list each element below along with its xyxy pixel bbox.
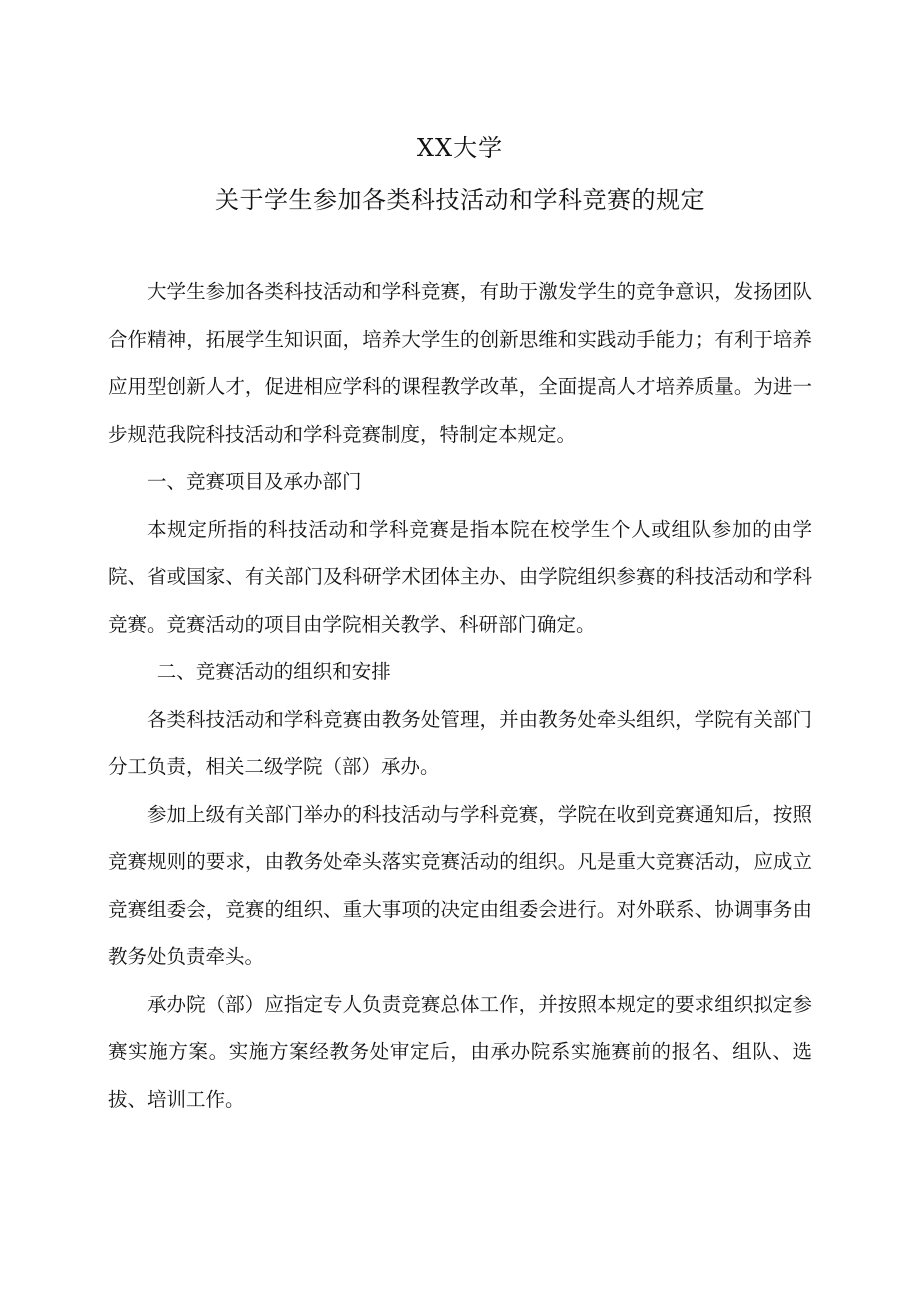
document-title: 关于学生参加各类科技活动和学科竞赛的规定 (215, 186, 705, 214)
section2-heading: 二、竞赛活动的组织和安排 (156, 660, 391, 683)
university-title: XX大学 (416, 134, 504, 162)
title-block (0, 128, 920, 220)
section2-paragraph-1: 各类科技活动和学科竞赛由教务处管理，并由教务处牵头组织，学院有关部门分工负责，相关二级学院（部）承办。 (108, 707, 812, 778)
section1-paragraph-1: 本规定所指的科技活动和学科竞赛是指本院在校学生个人或组队参加的由学院、省或国家、有关部门及科研学术团体主办、由学院组织参赛的科技活动和学科竞赛。竞赛活动的项目由学院相关教学、科研部门确定。 (108, 517, 812, 636)
section1-heading: 一、竞赛项目及承办部门 (147, 470, 362, 493)
section2-paragraph-2: 参加上级有关部门举办的科技活动与学科竞赛，学院在收到竞赛通知后，按照竞赛规则的要求，由教务处牵头落实竞赛活动的组织。凡是重大竞赛活动，应成立竞赛组委会，竞赛的组织、重大事项的决定由组委会进行。对外联系、协调事务由教务处负责牵头。 (108, 802, 812, 968)
intro-paragraph: 大学生参加各类科技活动和学科竞赛，有助于激发学生的竞争意识，发扬团队合作精神，拓展学生知识面，培养大学生的创新思维和实践动手能力；有利于培养应用型创新人才，促进相应学科的课程教学改革，全面提高人才培养质量。为进一步规范我院科技活动和学科竞赛制度，特制定本规定。 (108, 280, 812, 446)
section2-paragraph-3: 承办院（部）应指定专人负责竞赛总体工作，并按照本规定的要求组织拟定参赛实施方案。实施方案经教务处审定后，由承办院系实施赛前的报名、组队、选拔、培训工作。 (108, 992, 812, 1111)
document-body (108, 268, 812, 1123)
